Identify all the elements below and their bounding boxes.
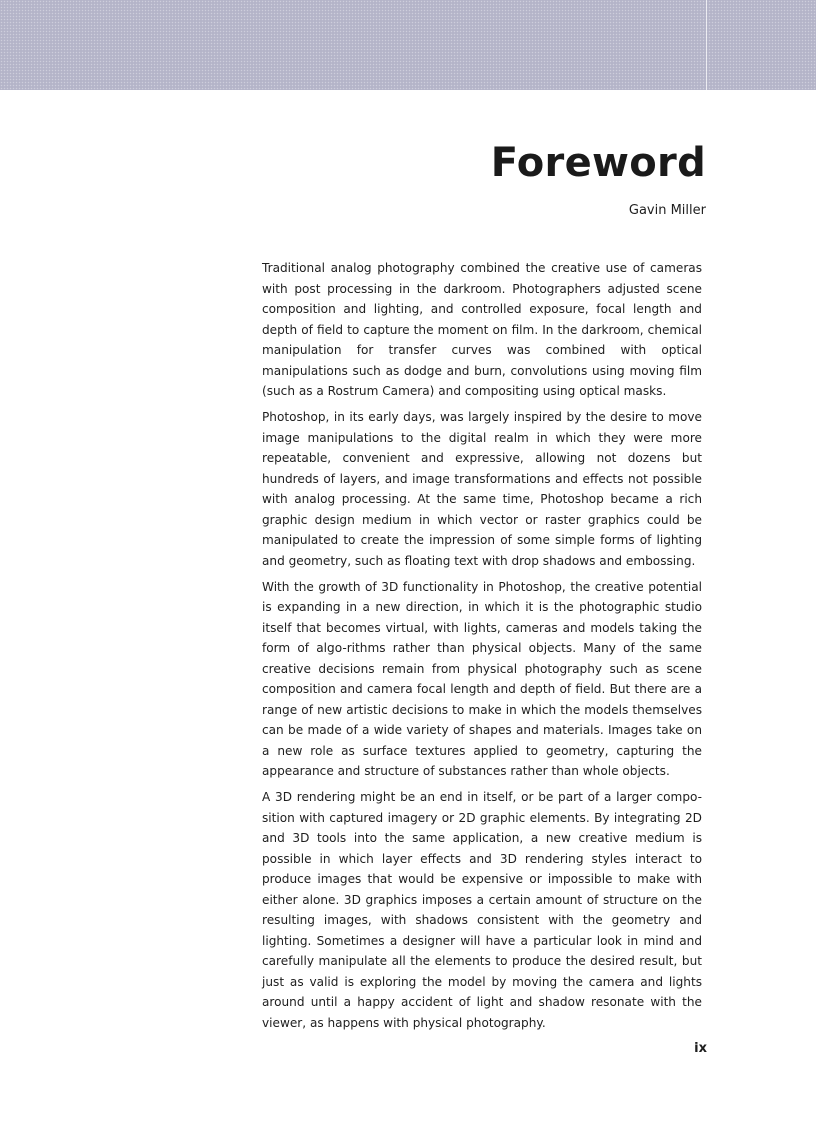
paragraph: With the growth of 3D functionality in Photoshop, the creative potential is expanding in a new direction, in which it is the photographic studio itself that becomes virtual, with lights, cameras and models taking the form of algo-rithms rather than physical objects. Many of the same creative decisions remain from physical photography such as scene composition and camera focal length and depth of field. But there are a range of new artistic decisions to make in which the models themselves can be made of a wide variety of shapes and materials. Images take on a new role as surface textures applied to geometry, capturing the appearance and structure of substances rather than whole objects. xyxy=(262,579,702,778)
header-band xyxy=(0,0,816,90)
paragraph: Traditional analog photography combined the creative use of cameras with post processing in the darkroom. Photographers adjusted scene composition and lighting, and controlled exposure, focal length and depth of field to capture the moment on film. In the darkroom, chemical manipulation for transfer curves was combined with optical manipulations such as dodge and burn, convolutions using moving film (such as a Rostrum Camera) and compositing using optical masks. xyxy=(262,261,702,398)
paragraph: Photoshop, in its early days, was largely inspired by the desire to move image manipulations to the digital realm in which they were more repeatable, convenient and expressive, allowing not dozens but hundreds of layers, and image transformations and effects not possible with analog processing. At the same time, Photoshop became a rich graphic design medium in which vector or raster graphics could be manipulated to create the impression of some simple forms of lighting and geometry, such as floating text with drop shadows and embossing. xyxy=(262,410,702,568)
author-name: Gavin Miller xyxy=(628,203,706,218)
paragraph: A 3D rendering might be an end in itself, or be part of a larger compo-sition with captured imagery or 2D graphic elements. By integrating 2D and 3D tools into the same application, a new creative medium is possible in which layer effects and 3D rendering styles interact to produce images that would be expensive or impossible to make with either alone. 3D graphics imposes a certain amount of structure on the resulting images, with shadows consistent with the geometry and lighting. Sometimes a designer will have a particular look in mind and carefully manipulate all the elements to produce the desired result, but just as valid is exploring the model by moving the camera and lights around until a happy accident of light and shadow resonate with the viewer, as happens with physical photography. xyxy=(262,790,702,1030)
page-title: Foreword xyxy=(490,140,706,186)
foreword-body xyxy=(262,258,702,1039)
header-edge-mark xyxy=(706,0,707,90)
page-number: ix xyxy=(694,1041,707,1056)
